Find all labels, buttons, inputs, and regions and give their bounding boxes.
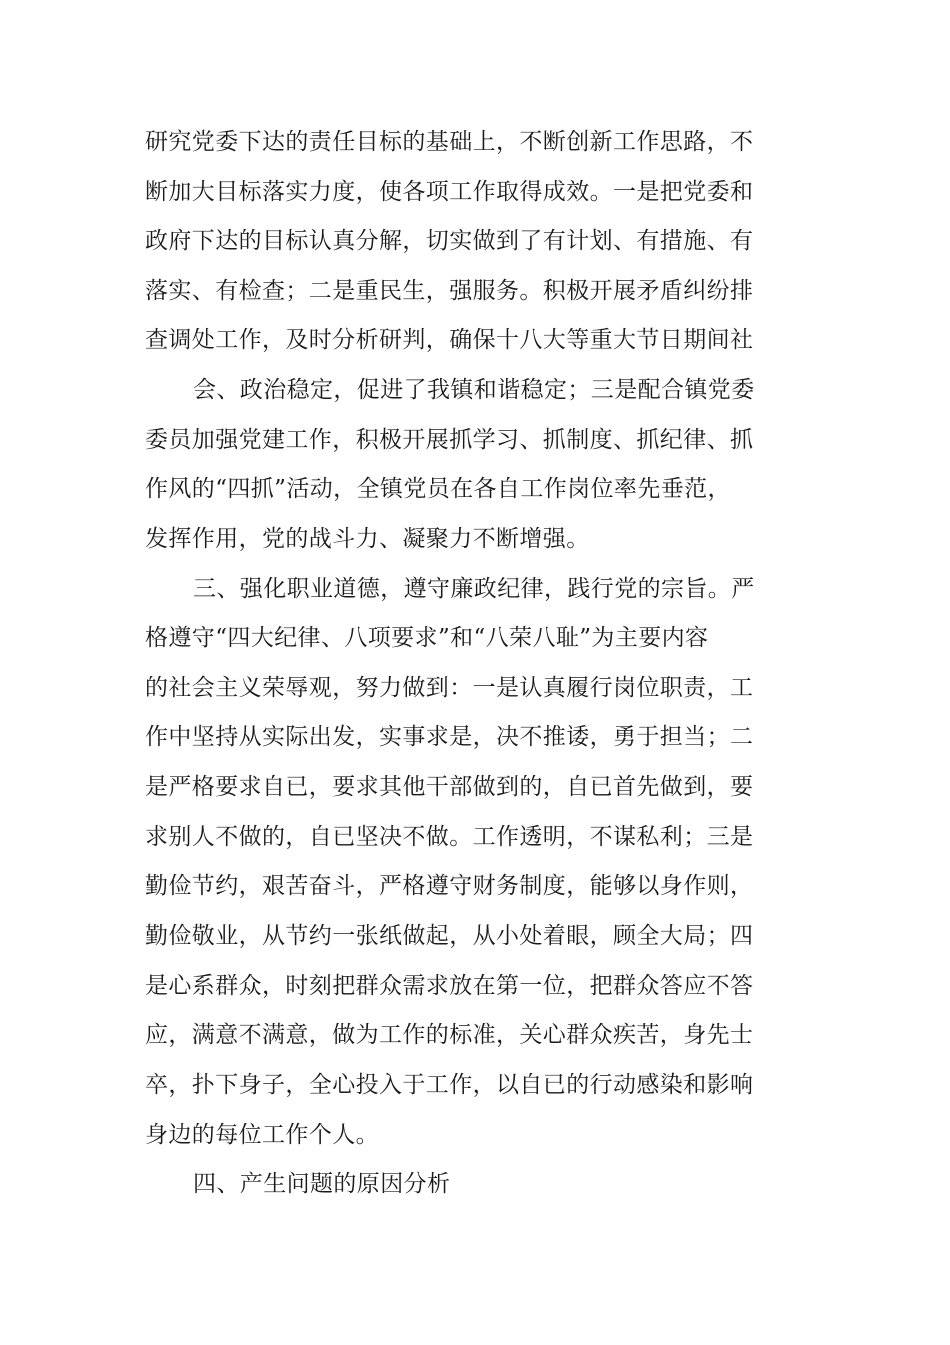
paragraph-heading-3: 三、强化职业道德，遵守廉政纪律，践行党的宗旨。严 <box>193 576 755 602</box>
text-line: 落实、有检查；二是重民生，强服务。积极开展矛盾纠纷排 <box>145 278 754 304</box>
text-line: 作风的“四抓”活动，全镇党员在各自工作岗位率先垂范， <box>145 476 731 502</box>
text-line: 的社会主义荣辱观，努力做到：一是认真履行岗位职责，工 <box>145 675 754 701</box>
text-line: 身边的每位工作个人。 <box>145 1122 379 1148</box>
text-line: 会、政治稳定，促进了我镇和谐稳定；三是配合镇党委 <box>193 377 755 403</box>
text-line: 作中坚持从实际出发，实事求是，决不推诿，勇于担当；二 <box>145 724 754 750</box>
text-line: 研究党委下达的责任目标的基础上，不断创新工作思路，不 <box>145 129 754 155</box>
text-line: 求别人不做的，自已坚决不做。工作透明，不谋私利；三是 <box>145 824 754 850</box>
text-line: 格遵守“四大纪律、八项要求”和“八荣八耻”为主要内容 <box>145 625 709 651</box>
text-line: 是严格要求自已，要求其他干部做到的，自已首先做到，要 <box>145 774 754 800</box>
text-line: 查调处工作，及时分析研判，确保十八大等重大节日期间社 <box>145 327 754 353</box>
text-line: 发挥作用，党的战斗力、凝聚力不断增强。 <box>145 526 590 552</box>
text-line: 应，满意不满意，做为工作的标准，关心群众疾苦，身先士 <box>145 1022 754 1048</box>
section-heading-4: 四、产生问题的原因分析 <box>193 1171 451 1197</box>
text-line: 勤俭敬业，从节约一张纸做起，从小处着眼，顾全大局；四 <box>145 923 754 949</box>
text-line: 断加大目标落实力度，使各项工作取得成效。一是把党委和 <box>145 179 754 205</box>
text-line: 是心系群众，时刻把群众需求放在第一位，把群众答应不答 <box>145 973 754 999</box>
text-line: 委员加强党建工作，积极开展抓学习、抓制度、抓纪律、抓 <box>145 427 754 453</box>
text-line: 政府下达的目标认真分解，切实做到了有计划、有措施、有 <box>145 228 754 254</box>
text-line: 卒，扑下身子，全心投入于工作，以自已的行动感染和影响 <box>145 1072 754 1098</box>
text-line: 勤俭节约，艰苦奋斗，严格遵守财务制度，能够以身作则， <box>145 873 754 899</box>
